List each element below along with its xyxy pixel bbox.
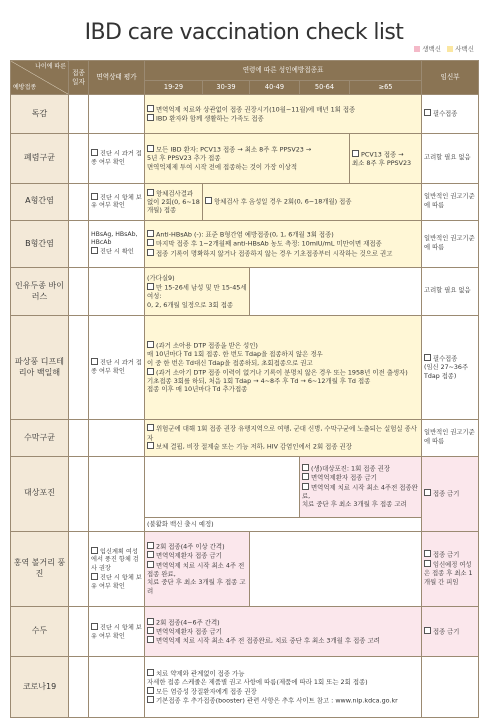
checkbox[interactable] [302,473,309,480]
rec-text: 치료 중단 후 최소 3개월 후 접종 고려 [147,578,246,596]
vaccine-name: 홍역 볼거리 풍진 [11,531,69,607]
preg-text: 접종 금기 [433,628,460,636]
checkbox[interactable] [302,464,309,471]
legend-live-label: 생백신 [422,45,442,53]
dose-date-cell[interactable] [69,134,89,184]
table-row [11,316,479,420]
recommendation-cell [145,316,422,420]
cond-text: HBsAg, HBsAb, HBcAb [91,230,138,247]
preg-text: 필수접종 [433,355,458,363]
rec-text: 항체검사 후 음성일 경우 2회(0, 6~18개월) 접종 [214,197,352,206]
recommendation-cell [145,95,422,134]
pregnancy-cell [422,657,479,718]
rec-text: 마지막 접종 후 1~2개월째 anti-HBsAb 농도 측정: 10mIU/mL 미만이면 재접종 [156,239,382,248]
recommendation-cell [145,220,422,268]
vaccine-name: 폐렴구균 [11,134,69,184]
checkbox[interactable] [147,189,154,196]
checkbox[interactable] [424,550,431,557]
rec-text: 2회 접종(4주 이상 간격) [156,542,225,551]
table-row [11,268,479,316]
immune-cell [89,134,145,184]
recommendation-cell [145,531,250,607]
corner-top-label: 나이에 따른 [35,63,66,70]
rec-text: 기본접종 후 추가접종(booster) 관련 사항은 추후 사이트 참고 : www.nip.kdca.go.kr [156,696,398,705]
preg-text: 접종 금기 [433,551,460,559]
checkbox[interactable] [147,368,154,375]
table-row [11,657,479,718]
rec-text: (생)대상포진: 1회 접종 권장 [311,464,391,473]
header-adult-schedule: 연령에 따른 성인예방접종표 [145,61,422,81]
dose-date-cell[interactable] [69,657,89,718]
checkbox[interactable] [424,489,431,496]
dose-date-cell[interactable] [69,220,89,268]
dose-date-cell[interactable] [69,316,89,420]
rec-text: 최소 8주 후 PPSV23 [352,158,412,167]
rec-text: 0, 2, 6개월 일정으로 3회 접종 [147,300,234,309]
cond-text: 진단 시 항체 보유 여부 확인 [91,574,142,591]
pregnancy-cell: 고려할 필요 없음 [422,268,479,316]
checkbox[interactable] [147,230,154,237]
dose-date-cell[interactable] [69,420,89,457]
vaccine-name: 파상풍 디프테리아 백일해 [11,316,69,420]
checkbox[interactable] [147,696,154,703]
rec-text: 접종 이후 매 10년마다 Td 추가접종 [147,385,248,394]
checkbox[interactable] [147,239,154,246]
rec-text: 위험군에 대해 1회 접종 권장 유행지역으로 여행, 군대 신병, 수막구균에 노출되는 실험실 종사자 [147,424,417,442]
preg-text: (임신 27~36주 Tdap 접종) [424,364,469,380]
checkbox[interactable] [91,623,98,630]
rec-text: 면역억제 치료 시작 최소 4주전 접종완료, [302,483,418,500]
cond-text: 임신계획 여성에서 풍진 항체 검사 권장 [91,548,139,572]
checkbox[interactable] [147,105,154,112]
rec-text: 기초접종 3회를 하되, 처음 1회 Tdap → 4~8주 후 Td → 6~12개월 후 Td 접종 [147,376,371,385]
recommendation-cell [145,183,203,220]
immune-cell [89,220,145,268]
cond-text: 진단 시 확인 [100,248,134,256]
checkbox[interactable] [147,561,154,568]
immune-cell [89,607,145,657]
preg-text: 필수접종 [433,110,458,118]
checkbox[interactable] [147,442,154,449]
inactivated-note: (불활화 백신 출시 예정) [145,517,422,531]
live-vaccine-swatch [414,46,420,52]
checkbox[interactable] [424,560,431,567]
rec-text: 2회 접종(4~6주 간격) [156,618,220,627]
pregnancy-cell [422,531,479,607]
rec-text: 보체 결핍, 비장 절제술 또는 기능 저하, HIV 감염인에서 2회 접종 권장 [156,442,352,451]
header-age-50-64: 50-64 [300,81,350,95]
pregnancy-cell: 일반적인 권고기준에 따름 [422,220,479,268]
header-immune-status: 면역상태 평가 [89,61,145,95]
checkbox[interactable] [424,627,431,634]
checkbox[interactable] [147,249,154,256]
rec-text: IBD 환자와 함께 생활하는 가족도 접종 [156,114,264,123]
pregnancy-cell [422,95,479,134]
empty-cell [250,531,422,607]
pregnancy-cell: 일반적인 권고기준에 따름 [422,183,479,220]
rec-text: 매 10년마다 Td 1회 접종. 한 번도 Tdap을 접종하지 않은 경우 [147,350,323,359]
checkbox[interactable] [147,542,154,549]
vaccine-name: B형간염 [11,220,69,268]
rec-text: 모든 염증성 장질환자에게 접종 권장 [156,687,257,696]
checkbox[interactable] [147,618,154,625]
rec-text: PCV13 접종 → [361,150,404,159]
recommendation-cell [145,134,350,184]
checkbox[interactable] [91,573,98,580]
table-row [11,531,479,607]
vaccine-name: 수막구균 [11,420,69,457]
rec-text: (과거 소아용 DTP 접종을 받은 성인) [156,341,258,350]
header-age-65-plus: ≥65 [350,81,422,95]
cond-text: 진단 시 과거 접종 여부 확인 [91,150,142,167]
cond-text: 진단 시 항체 보유 여부 확인 [91,624,142,640]
rec-text: 면역억제 치료 시작 최소 4주 전 접종완료, 치료 중단 후 최소 3개월 후 접종 고려 [156,636,380,645]
table-row [11,183,479,220]
rec-text: 자세한 접종 스케줄은 제품별 권고 사항에 따름(제품에 따라 1회 또는 2회 접종) [147,678,368,687]
pregnancy-cell [422,607,479,657]
immune-cell [89,657,145,718]
rec-text: 치료 중단 후 최소 3개월 후 접종 고려 [302,500,407,509]
pregnancy-cell [422,316,479,420]
recommendation-cell [145,420,422,457]
empty-cell [250,268,422,316]
immune-cell [89,420,145,457]
checkbox[interactable] [424,354,431,361]
checkbox[interactable] [91,149,98,156]
vaccine-name: 코로나19 [11,657,69,718]
rec-text: 모든 IBD 환자: PCV13 접종 → 최소 8주 후 PPSV23 → [156,145,312,154]
table-row [11,134,479,184]
checkbox[interactable] [352,150,359,157]
table-row [11,220,479,268]
dose-date-cell[interactable] [69,95,89,134]
recommendation-cell-b [203,183,422,220]
legend [410,44,474,53]
dose-date-cell[interactable] [69,183,89,220]
table-row [11,420,479,457]
rec-text: (가다실9) [147,274,175,283]
preg-text: 접종 금기 [433,490,460,498]
pregnancy-cell [422,456,479,531]
rec-text: 면역억제환자 접종 금기 [156,551,222,560]
vaccine-name: 대상포진 [11,456,69,531]
recommendation-cell [145,268,250,316]
pregnancy-cell: 고려할 필요 없음 [422,134,479,184]
rec-text: 항체검사결과 없이 2회(0, 6~18개월) 접종 [147,189,200,215]
header-age-30-39: 30-39 [203,81,250,95]
dose-date-cell[interactable] [69,268,89,316]
rec-text: 면역억제제 투여 시작 전에 접종하는 것이 가장 이상적 [147,162,298,171]
checkbox[interactable] [91,358,98,365]
recommendation-cell [145,657,422,718]
checkbox[interactable] [147,636,154,643]
table-row [11,607,479,657]
recommendation-cell [145,607,422,657]
checkbox[interactable] [147,283,154,290]
rec-text: 접종 기록이 명확하지 않거나 접종하지 않는 경우 기초접종부터 시작하는 것으로 권고 [156,249,393,258]
rec-text: 5년 후 PPSV23 추가 접종 [147,154,221,163]
table-row [11,456,479,517]
legend-dead-label: 사백신 [455,45,474,53]
dose-date-cell[interactable] [69,456,89,531]
rec-text: 면역억제환자 접종 금기 [311,473,377,482]
pregnancy-cell: 일반적인 권고기준에 따름 [422,420,479,457]
dead-vaccine-swatch [447,46,453,52]
header-pregnancy: 임신부 [422,61,479,95]
empty-cell [145,456,300,517]
vaccine-name: A형간염 [11,183,69,220]
rec-text: 면역억제 치료와 상관없이 접종 권장시기(10월~11월)에 매년 1회 접종 [156,105,356,114]
checkbox[interactable] [302,483,309,490]
immune-cell [89,183,145,220]
checkbox[interactable] [91,547,98,554]
table-row [11,95,479,134]
immune-cell [89,531,145,607]
vaccination-table [10,60,479,718]
recommendation-cell-65 [350,134,422,184]
immune-cell [89,268,145,316]
header-age-40-49: 40-49 [250,81,300,95]
rec-text: Anti-HBsAb (-): 표준 B형간염 예방접종(0, 1, 6개월 3회 접종) [156,230,334,239]
immune-cell [89,456,145,531]
cond-text: 진단 시 항체 보유 여부 확인 [91,194,142,210]
preg-text: 임신예정 여성은 접종 후 최소 1개월 간 피임 [424,561,473,586]
checkbox[interactable] [147,114,154,121]
header-corner [11,61,69,95]
vaccine-name: 독감 [11,95,69,134]
checkbox[interactable] [147,627,154,634]
checkbox[interactable] [424,109,431,116]
immune-cell [89,95,145,134]
recommendation-cell-50plus [300,456,422,517]
vaccine-name: 인유두종 바이러스 [11,268,69,316]
dose-date-cell[interactable] [69,531,89,607]
rec-text: 만 15-26세 남성 및 만 15-45세 여성: [147,283,247,300]
rec-text: 면역억제 치료 시작 최소 4주 전 접종 완료, [147,561,245,578]
checkbox[interactable] [91,193,98,200]
checkbox[interactable] [147,424,154,431]
checkbox[interactable] [205,197,212,204]
immune-cell [89,316,145,420]
checkbox[interactable] [147,341,154,348]
rec-text: 이 중 한 번은 Td대신 Tdap을 접종하되, 초회접종으로 권고 [147,358,313,367]
vaccine-name: 수두 [11,607,69,657]
header-age-19-29: 19-29 [145,81,203,95]
page-title: IBD care vaccination check list [84,20,404,45]
checkbox[interactable] [147,669,154,676]
rec-text: 치료 약제와 관계없이 접종 가능 [156,669,245,678]
header-dose-date: 접종 일자 [69,61,89,95]
dose-date-cell[interactable] [69,607,89,657]
checkbox[interactable] [147,687,154,694]
checkbox[interactable] [147,551,154,558]
cond-text: 진단 시 과거 접종 여부 확인 [91,359,142,376]
rec-text: 면역억제환자 접종 금기 [156,627,222,636]
corner-bottom-label: 예방접종 [13,83,37,91]
rec-text: (과거 소아기 DTP 접종 이력이 없거나 기록이 분명치 않은 경우 또는 1958년 이전 출생자) [156,368,408,376]
checkbox[interactable] [91,247,98,254]
checkbox[interactable] [147,145,154,152]
